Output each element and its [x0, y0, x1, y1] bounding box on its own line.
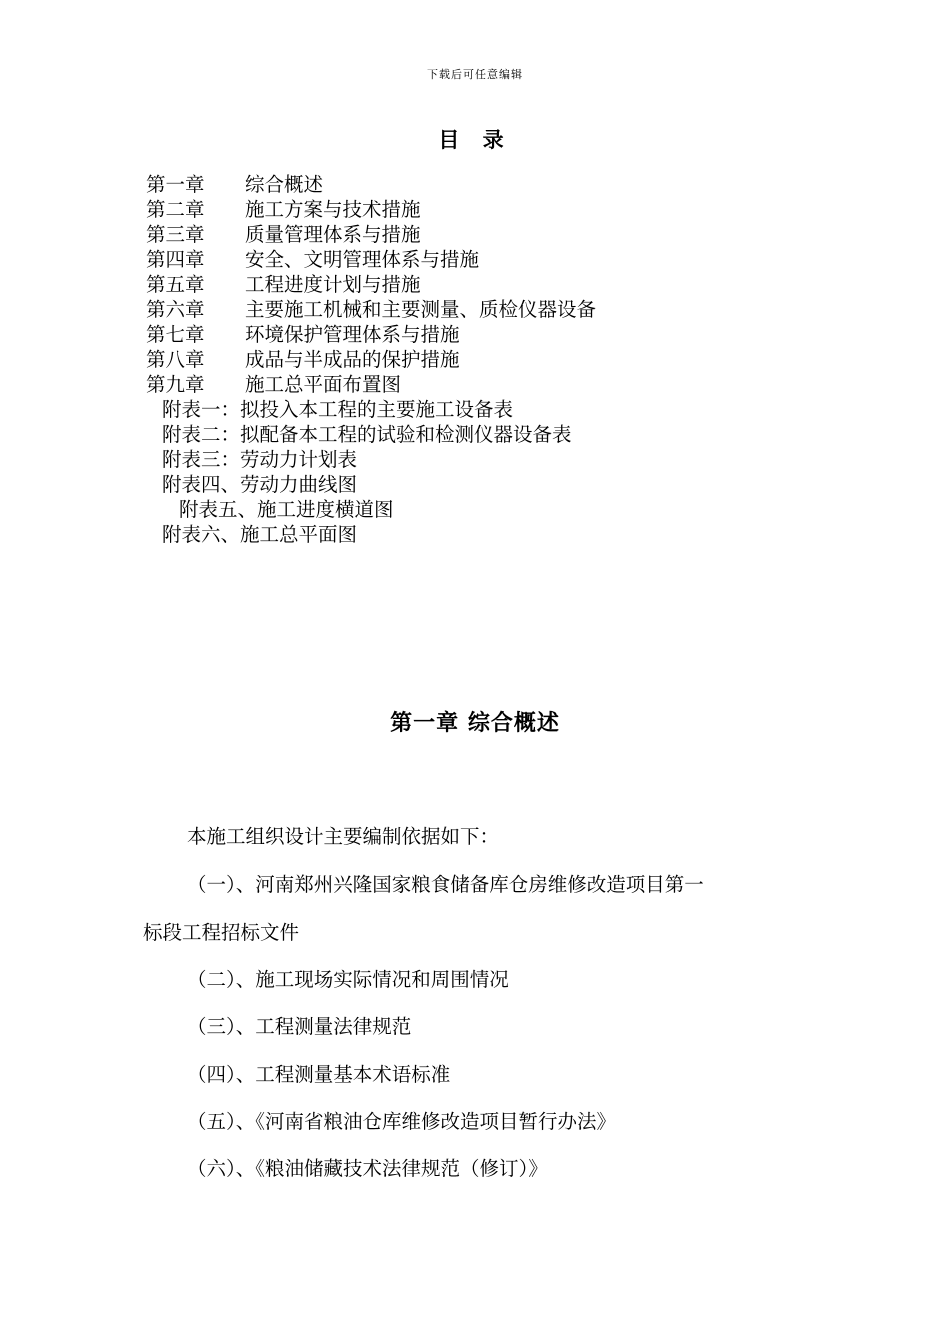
chapter-number: 第九章: [146, 373, 205, 396]
toc-entry-appendix-1[interactable]: 附表一：拟投入本工程的主要施工设备表: [162, 398, 514, 421]
chapter-title: 综合概述: [245, 173, 324, 196]
chapter-title: 主要施工机械和主要测量、质检仪器设备: [245, 298, 597, 321]
toc-entry-appendix-6[interactable]: 附表六、施工总平面图: [162, 523, 358, 546]
toc-entry-chapter-3[interactable]: [146, 222, 846, 247]
chapter-title: 环境保护管理体系与措施: [245, 323, 460, 346]
chapter-number: 第六章: [146, 298, 205, 321]
chapter-title: 质量管理体系与措施: [245, 223, 421, 246]
toc-entry-appendix-5[interactable]: 附表五、施工进度横道图: [179, 498, 394, 521]
chapter-number: 第二章: [146, 198, 205, 221]
basis-item-6: （六）、《粮油储藏技术法律规范（修订）》: [187, 1157, 548, 1180]
chapter-heading: 第一章 综合概述: [390, 710, 560, 736]
toc-entry-chapter-4[interactable]: [146, 247, 846, 272]
toc-entry-chapter-2[interactable]: [146, 197, 846, 222]
basis-item-3: （三）、工程测量法律规范: [187, 1015, 412, 1038]
table-of-contents: [146, 172, 846, 547]
chapter-number: 第八章: [146, 348, 205, 371]
chapter-number: 第四章: [146, 248, 205, 271]
basis-item-1-continued: 标段工程招标文件: [143, 921, 300, 944]
chapter-title: 成品与半成品的保护措施: [245, 348, 460, 371]
toc-entry-appendix-2[interactable]: 附表二：拟配备本工程的试验和检测仪器设备表: [162, 423, 572, 446]
basis-item-4: （四）、工程测量基本术语标准: [187, 1063, 451, 1086]
chapter-title: 施工总平面布置图: [245, 373, 402, 396]
toc-title: 目 录: [438, 127, 512, 152]
basis-item-2: （二）、施工现场实际情况和周围情况: [187, 968, 509, 991]
toc-entry-chapter-9[interactable]: [146, 372, 846, 397]
toc-entry-chapter-8[interactable]: [146, 347, 846, 372]
toc-entry-appendix-4[interactable]: 附表四、劳动力曲线图: [162, 473, 358, 496]
toc-entry-chapter-5[interactable]: [146, 272, 846, 297]
basis-intro: 本施工组织设计主要编制依据如下：: [187, 825, 500, 848]
basis-item-5: （五）、《河南省粮油仓库维修改造项目暂行办法》: [187, 1110, 617, 1133]
basis-item-1: （一）、河南郑州兴隆国家粮食储备库仓房维修改造项目第一: [187, 873, 704, 896]
chapter-number: 第五章: [146, 273, 205, 296]
chapter-title: 施工方案与技术措施: [245, 198, 421, 221]
chapter-number: 第三章: [146, 223, 205, 246]
chapter-title: 安全、文明管理体系与措施: [245, 248, 480, 271]
chapter-number: 第一章: [146, 173, 205, 196]
header-note: 下载后可任意编辑: [427, 68, 523, 81]
toc-entry-chapter-1[interactable]: [146, 172, 846, 197]
toc-entry-chapter-7[interactable]: [146, 322, 846, 347]
toc-entry-chapter-6[interactable]: [146, 297, 846, 322]
chapter-title: 工程进度计划与措施: [245, 273, 421, 296]
chapter-number: 第七章: [146, 323, 205, 346]
toc-entry-appendix-3[interactable]: 附表三：劳动力计划表: [162, 448, 358, 471]
